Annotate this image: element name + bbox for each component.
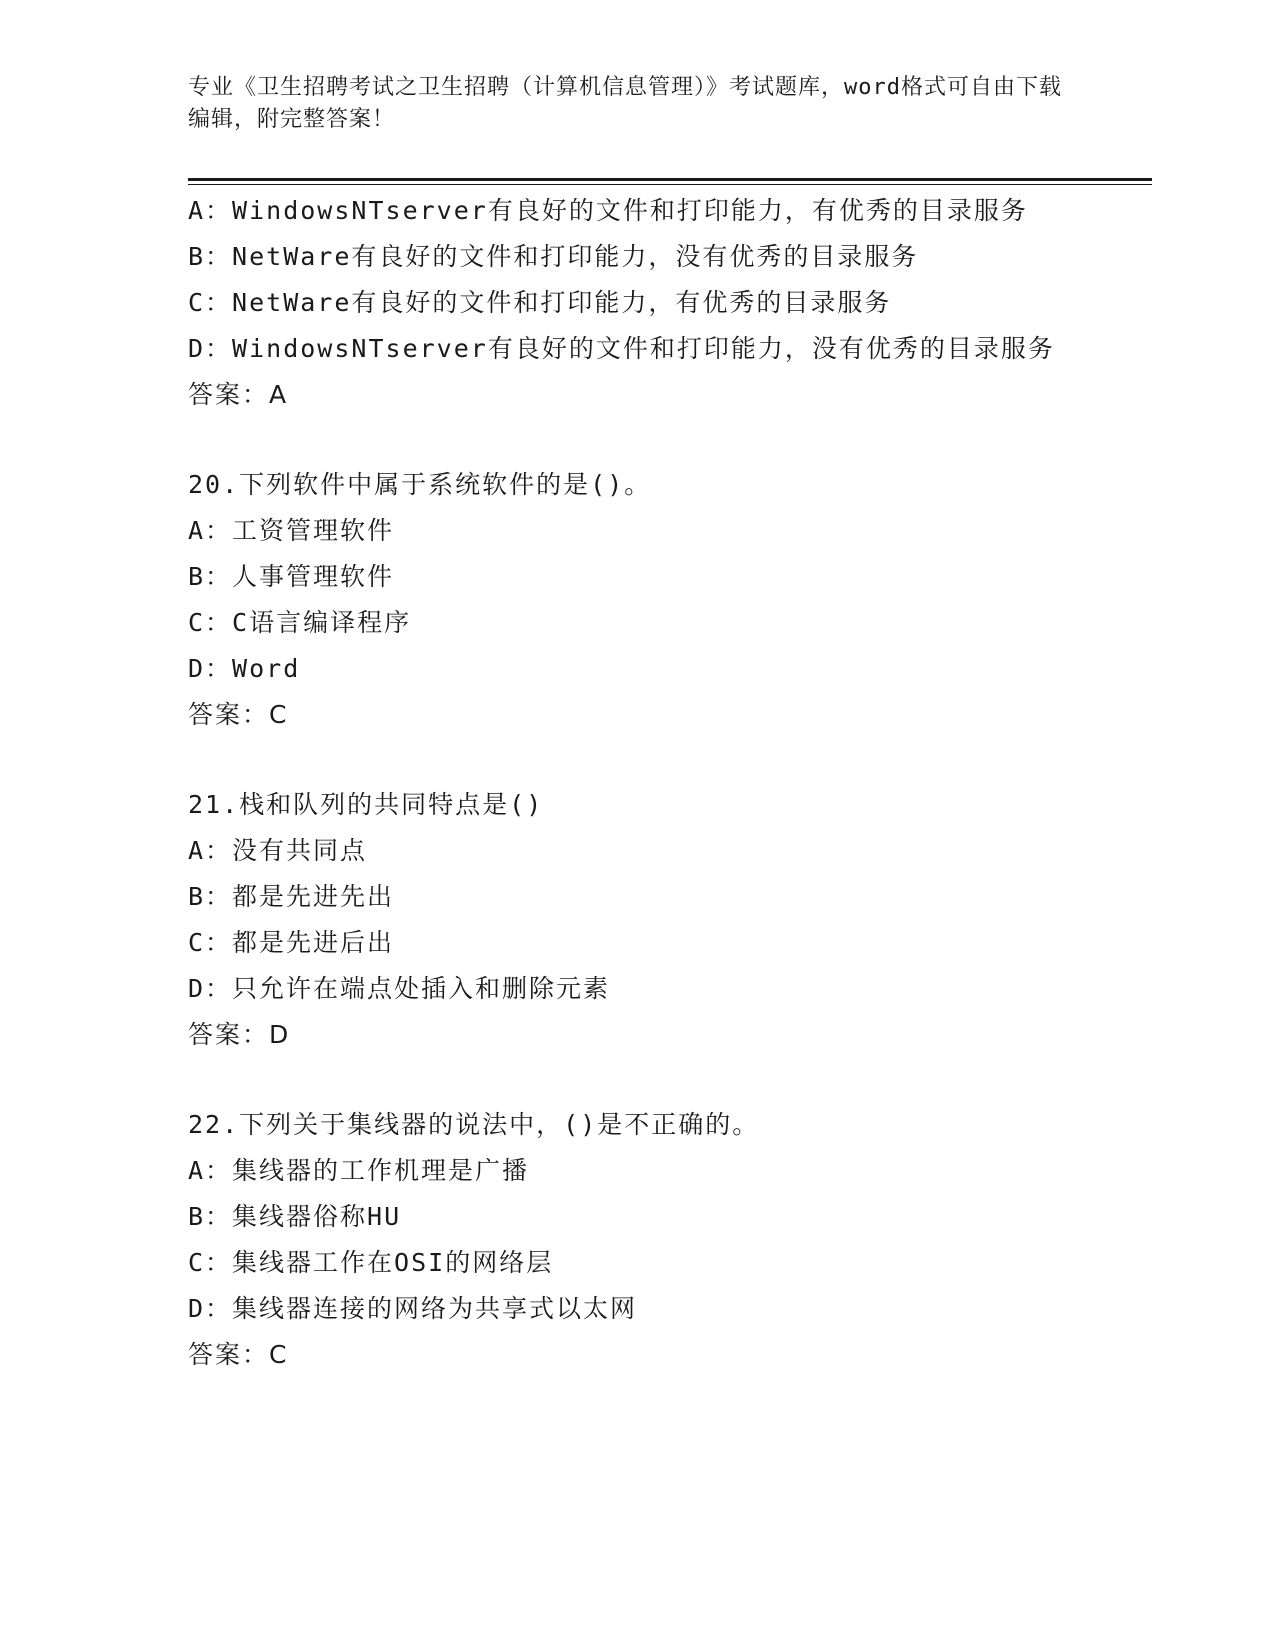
spacer [188, 418, 1148, 462]
option-d: D：Word [188, 654, 301, 683]
option-c: C：C语言编译程序 [188, 608, 412, 637]
option-b: B：NetWare有良好的文件和打印能力，没有优秀的目录服务 [188, 242, 919, 271]
answer-line: 答案：C [188, 700, 289, 729]
answer-line: 答案：A [188, 380, 289, 409]
option-d: D：只允许在端点处插入和删除元素 [188, 974, 611, 1003]
option-a: A：集线器的工作机理是广播 [188, 1156, 530, 1185]
option-d: D：WindowsNTserver有良好的文件和打印能力，没有优秀的目录服务 [188, 334, 1055, 363]
header-divider-thin [188, 184, 1152, 185]
document-header: 专业《卫生招聘考试之卫生招聘（计算机信息管理）》考试题库，word格式可自由下载编辑，附完整答案！ [188, 75, 1062, 132]
option-b: B：都是先进先出 [188, 882, 395, 911]
question-20 [188, 462, 1148, 738]
option-b: B：人事管理软件 [188, 562, 395, 591]
answer-line: 答案：D [188, 1020, 291, 1049]
question-22 [188, 1102, 1148, 1378]
option-a: A：没有共同点 [188, 836, 368, 865]
spacer [188, 1058, 1148, 1102]
question-21 [188, 782, 1148, 1058]
question-stem: 21.栈和队列的共同特点是() [188, 790, 544, 819]
question-stem: 22.下列关于集线器的说法中，()是不正确的。 [188, 1110, 760, 1139]
option-c: C：集线器工作在OSI的网络层 [188, 1248, 554, 1277]
answer-line: 答案：C [188, 1340, 289, 1369]
option-b: B：集线器俗称HU [188, 1202, 402, 1231]
question-list [188, 188, 1148, 1378]
option-c: C：NetWare有良好的文件和打印能力，有优秀的目录服务 [188, 288, 892, 317]
spacer [188, 738, 1148, 782]
question-stem: 20.下列软件中属于系统软件的是()。 [188, 470, 652, 499]
option-d: D：集线器连接的网络为共享式以太网 [188, 1294, 638, 1323]
option-a: A：WindowsNTserver有良好的文件和打印能力，有优秀的目录服务 [188, 196, 1028, 225]
header-divider-thick [188, 178, 1152, 181]
option-c: C：都是先进后出 [188, 928, 395, 957]
question-19 [188, 188, 1148, 418]
option-a: A：工资管理软件 [188, 516, 395, 545]
